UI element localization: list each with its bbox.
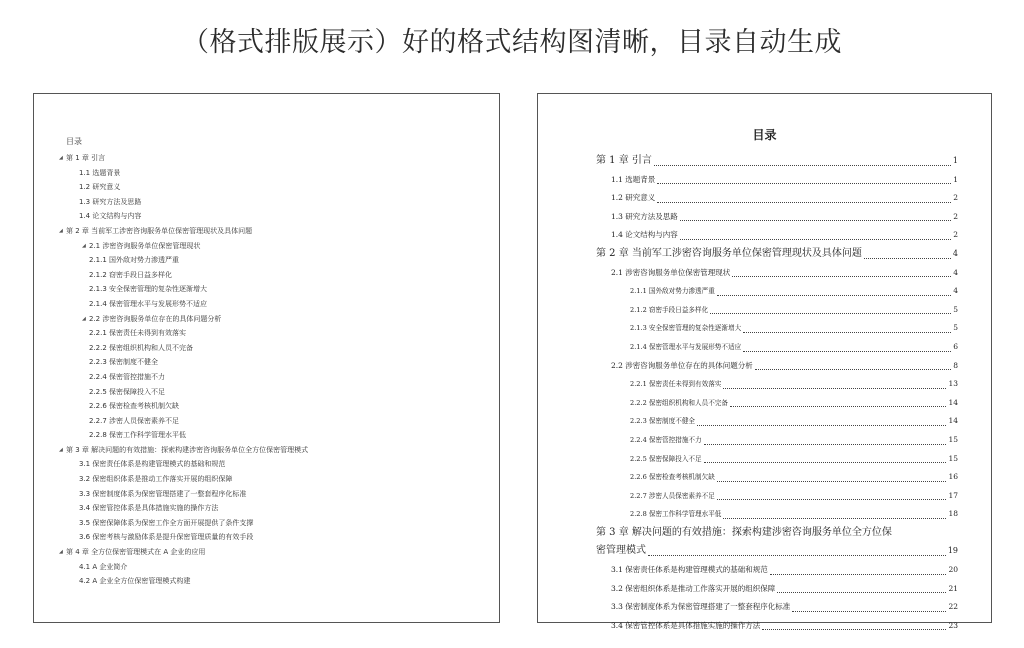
collapse-triangle-icon[interactable]: ◢: [59, 155, 63, 161]
nav-outline-item[interactable]: [34, 545, 499, 560]
nav-outline-item[interactable]: [34, 457, 499, 472]
toc-entry-chapter-3[interactable]: [538, 524, 991, 561]
dot-leader: [680, 238, 951, 240]
dot-leader: [680, 219, 951, 221]
page-headline: （格式排版展示）好的格式结构图清晰，目录自动生成: [182, 27, 842, 58]
toc-entry-title: 2.2.7 涉密人员保密素养不足: [630, 491, 715, 500]
toc-entry[interactable]: [538, 561, 991, 580]
toc-entry[interactable]: [538, 171, 991, 190]
toc-entry[interactable]: [538, 580, 991, 599]
toc-page-number: 8: [953, 360, 958, 370]
nav-outline-item-label: 2.2.3 保密制度不健全: [89, 358, 159, 367]
toc-page-number: 18: [948, 509, 958, 519]
nav-outline-item-label: 1.4 论文结构与内容: [79, 212, 142, 221]
toc-entry-title: 2.1 涉密咨询服务单位保密管理现状: [611, 267, 731, 277]
nav-outline-item[interactable]: [34, 224, 499, 239]
collapse-triangle-icon[interactable]: ◢: [59, 227, 63, 234]
nav-outline-item-label: 2.2.4 保密管控措施不力: [89, 372, 166, 381]
nav-outline-item-label: 第 4 章 全方位保密管理模式在 A 企业的应用: [66, 548, 206, 557]
toc-page-number: 15: [948, 434, 958, 444]
toc-entry-title: 2.2 涉密咨询服务单位存在的具体问题分析: [611, 360, 753, 370]
nav-outline-item-label: 1.3 研究方法及思路: [79, 197, 142, 206]
toc-page-number: 19: [947, 546, 958, 556]
nav-outline-item-label: 1.2 研究意义: [79, 183, 121, 192]
nav-outline-item[interactable]: [34, 282, 499, 297]
nav-outline-item-label: 2.2.8 保密工作科学管理水平低: [89, 431, 187, 440]
toc-entry-title: 2.2.8 保密工作科学管理水平低: [630, 510, 722, 519]
toc-entry-title: 1.1 选题背景: [611, 174, 656, 184]
toc-entry-title: 第 1 章 引言: [596, 155, 652, 166]
nav-outline-item[interactable]: [34, 443, 499, 458]
dot-leader: [770, 573, 947, 575]
nav-outline-item[interactable]: [34, 312, 499, 327]
toc-entry-title: 2.1.4 保密管理水平与发展形势不适应: [630, 342, 742, 351]
toc-entry[interactable]: [538, 301, 991, 320]
nav-outline-item[interactable]: [34, 209, 499, 224]
nav-outline-item[interactable]: [34, 530, 499, 545]
nav-outline-item-label: 第 1 章 引言: [66, 154, 106, 162]
nav-outline-item[interactable]: [34, 399, 499, 414]
toc-entry-title: 3.3 保密制度体系为保密管理搭建了一整套程序化标准: [611, 602, 791, 612]
toc-entry[interactable]: [538, 505, 991, 524]
toc-entry[interactable]: [538, 431, 991, 450]
toc-entry-title: 2.1.3 安全保密管理的复杂性逐渐增大: [630, 324, 742, 333]
toc-page-number: 1: [953, 174, 958, 184]
nav-outline-list: [34, 151, 499, 589]
toc-page-number: 2: [953, 230, 958, 240]
collapse-triangle-icon[interactable]: ◢: [59, 549, 63, 556]
dot-leader: [648, 554, 946, 556]
toc-page-number: 4: [952, 248, 958, 258]
toc-entry-title: 3.1 保密责任体系是构建管理模式的基础和规范: [611, 565, 768, 575]
nav-outline-item[interactable]: [34, 239, 499, 254]
dot-leader: [717, 480, 947, 482]
nav-outline-item[interactable]: [34, 472, 499, 487]
toc-entry-title: 2.2.6 保密检查考核机制欠缺: [630, 473, 715, 482]
dot-leader: [777, 591, 946, 593]
toc-page-number: 1: [952, 156, 958, 165]
nav-outline-item-label: 3.2 保密组织体系是推动工作落实开展的组织保障: [79, 475, 233, 484]
toc-page-number: 14: [948, 397, 958, 407]
toc-entry[interactable]: [538, 338, 991, 357]
collapse-triangle-icon[interactable]: ◢: [59, 446, 63, 453]
dot-leader: [704, 461, 947, 463]
toc-entry-title: 第 2 章 当前军工涉密咨询服务单位保密管理现状及具体问题: [596, 247, 862, 259]
toc-entry-title: 第 3 章 解决问题的有效措施：探索构建涉密咨询服务单位全方位保: [596, 526, 892, 538]
nav-outline-item[interactable]: [34, 297, 499, 312]
nav-outline-item-label: 2.1.3 安全保密管理的复杂性逐渐增大: [89, 285, 208, 294]
dot-leader: [730, 405, 946, 407]
nav-outline-item-label: 4.1 A 企业简介: [79, 562, 128, 571]
nav-outline-item-label: 1.1 选题背景: [79, 168, 121, 177]
nav-outline-item[interactable]: [34, 560, 499, 575]
toc-page-number: 5: [953, 323, 958, 333]
toc-page: [537, 93, 992, 630]
toc-page-number: 2: [953, 193, 958, 203]
dot-leader: [717, 498, 947, 500]
toc-entry[interactable]: [538, 394, 991, 413]
toc-page-number: 23: [948, 620, 958, 630]
toc-entry[interactable]: [538, 598, 991, 617]
toc-entry[interactable]: [538, 189, 991, 208]
dot-leader: [657, 201, 951, 203]
toc-entry[interactable]: [538, 357, 991, 376]
nav-outline-item[interactable]: [34, 151, 499, 166]
nav-outline-item[interactable]: [34, 428, 499, 443]
navigation-pane: [33, 93, 500, 623]
dot-leader: [717, 294, 951, 296]
nav-outline-item-label: 2.1.4 保密管理水平与发展形势不适应: [89, 299, 208, 308]
dot-leader: [743, 350, 951, 352]
nav-outline-item[interactable]: [34, 501, 499, 516]
nav-outline-item[interactable]: [34, 253, 499, 268]
nav-outline-item-label: 4.2 A 企业全方位保密管理模式构建: [79, 577, 191, 586]
toc-entry-title: 2.2.2 保密组织机构和人员不完备: [630, 398, 728, 407]
toc-page-number: 4: [953, 267, 958, 277]
nav-heading: 目录: [66, 137, 82, 146]
toc-entry[interactable]: [538, 152, 991, 171]
dot-leader: [743, 331, 951, 333]
nav-outline-item[interactable]: [34, 414, 499, 429]
nav-outline-item[interactable]: [34, 574, 499, 589]
dot-leader: [732, 275, 951, 277]
dot-leader: [723, 517, 946, 519]
dot-leader: [697, 424, 946, 426]
nav-outline-item-label: 2.2.2 保密组织机构和人员不完备: [89, 343, 194, 352]
toc-page-number: 13: [948, 379, 958, 389]
toc-entry-title: 2.1.1 国外敌对势力渗透严重: [630, 287, 715, 296]
nav-outline-item-label: 2.2.6 保密检查考核机制欠缺: [89, 402, 180, 411]
toc-entry-title: 1.2 研究意义: [611, 193, 656, 203]
nav-outline-item-label: 2.2.5 保密保障投入不足: [89, 387, 166, 396]
nav-outline-item-label: 2.1.1 国外敌对势力渗透严重: [89, 256, 180, 265]
nav-outline-item-label: 2.2.1 保密责任未得到有效落实: [89, 329, 187, 338]
nav-outline-item-label: 2.2 涉密咨询服务单位存在的具体问题分析: [89, 314, 222, 323]
nav-outline-item[interactable]: [34, 355, 499, 370]
toc-entry[interactable]: [538, 375, 991, 394]
nav-outline-item[interactable]: [34, 180, 499, 195]
toc-entry-title: 2.1.2 窃密手段日益多样化: [630, 305, 709, 314]
toc-page-number: 22: [948, 602, 958, 612]
dot-leader: [762, 628, 946, 630]
toc-entry-title: 3.4 保密管控体系是具体措施实施的操作方法: [611, 620, 761, 630]
toc-entry[interactable]: [538, 208, 991, 227]
toc-entry[interactable]: [538, 282, 991, 301]
toc-entry-title: 1.3 研究方法及思路: [611, 211, 678, 221]
toc-page-number: 20: [948, 565, 958, 575]
toc-entry-title: 1.4 论文结构与内容: [611, 230, 678, 240]
nav-outline-item-label: 2.2.7 涉密人员保密素养不足: [89, 416, 180, 425]
toc-page-number: 14: [948, 416, 958, 426]
nav-outline-item-label: 3.5 保密保障体系为保密工作全方面开展提供了条件支撑: [79, 518, 254, 527]
toc-page-number: 5: [953, 304, 958, 314]
nav-outline-item[interactable]: [34, 166, 499, 181]
dot-leader: [704, 443, 947, 445]
toc-page-number: 16: [948, 472, 958, 482]
toc-entry[interactable]: [538, 245, 991, 264]
nav-outline-item-label: 3.4 保密管控体系是具体措施实施的操作方法: [79, 504, 219, 513]
toc-entry[interactable]: [538, 319, 991, 338]
nav-outline-item-label: 3.3 保密制度体系为保密管理搭建了一整套程序化标准: [79, 489, 247, 498]
nav-outline-item[interactable]: [34, 341, 499, 356]
dot-leader: [723, 387, 946, 389]
nav-outline-item-label: 3.6 保密考核与激励体系是提升保密管理质量的有效手段: [79, 533, 254, 542]
collapse-triangle-icon[interactable]: ◢: [82, 315, 86, 322]
toc-page-number: 21: [948, 583, 958, 593]
dot-leader: [710, 312, 951, 314]
toc-entry-list: [538, 152, 991, 635]
nav-outline-item-label: 2.1 涉密咨询服务单位保密管理现状: [89, 241, 201, 250]
toc-entry-title: 2.2.1 保密责任未得到有效落实: [630, 380, 722, 389]
nav-outline-item-label: 第 2 章 当前军工涉密咨询服务单位保密管理现状及具体问题: [66, 226, 253, 235]
nav-outline-item[interactable]: [34, 370, 499, 385]
toc-page-number: 4: [953, 286, 958, 296]
toc-entry-title: 3.2 保密组织体系是推动工作落实开展的组织保障: [611, 583, 776, 593]
toc-entry[interactable]: [538, 468, 991, 487]
toc-entry[interactable]: [538, 412, 991, 431]
toc-entry-title: 2.2.3 保密制度不健全: [630, 417, 696, 426]
nav-outline-item[interactable]: [34, 195, 499, 210]
nav-outline-item[interactable]: [34, 385, 499, 400]
toc-entry[interactable]: [538, 264, 991, 283]
collapse-triangle-icon[interactable]: ◢: [82, 242, 86, 249]
nav-outline-item[interactable]: [34, 516, 499, 531]
toc-page-number: 17: [948, 490, 958, 500]
dot-leader: [654, 164, 951, 166]
dot-leader: [792, 610, 946, 612]
toc-page-number: 6: [953, 341, 958, 351]
dot-leader: [657, 182, 951, 184]
dot-leader: [755, 368, 951, 370]
toc-entry-title: 2.2.5 保密保障投入不足: [630, 454, 702, 463]
toc-entry-title-continued: [596, 542, 958, 561]
dot-leader: [864, 257, 951, 259]
toc-entry[interactable]: [538, 450, 991, 469]
toc-page-number: 2: [953, 211, 958, 221]
nav-outline-item-label: 3.1 保密责任体系是构建管理模式的基础和规范: [79, 460, 226, 469]
toc-entry[interactable]: [538, 226, 991, 245]
nav-outline-item[interactable]: [34, 326, 499, 341]
nav-outline-item-label: 第 3 章 解决问题的有效措施：探索构建涉密咨询服务单位全方位保密管理模式: [66, 445, 309, 454]
nav-outline-item-label: 2.1.2 窃密手段日益多样化: [89, 270, 173, 279]
toc-title: 目录: [752, 128, 777, 142]
nav-outline-item[interactable]: [34, 487, 499, 502]
toc-entry[interactable]: [538, 617, 991, 636]
toc-entry-title-line2: 密管理模式: [596, 545, 646, 557]
nav-outline-item[interactable]: [34, 268, 499, 283]
toc-page-number: 15: [948, 453, 958, 463]
toc-entry-title: 2.2.4 保密管控措施不力: [630, 435, 702, 444]
toc-entry[interactable]: [538, 487, 991, 506]
